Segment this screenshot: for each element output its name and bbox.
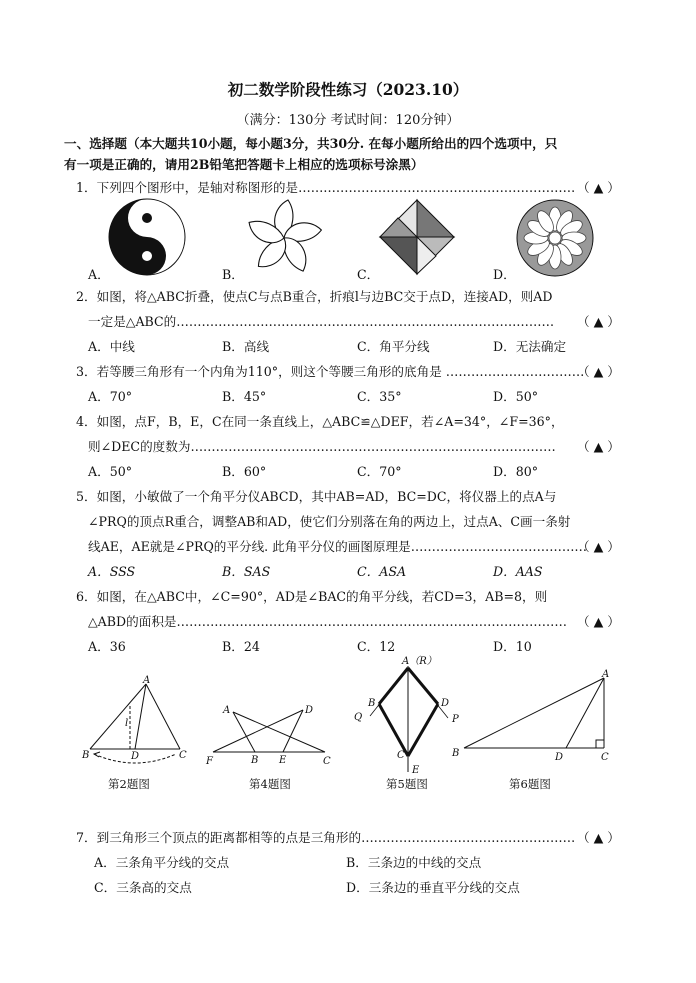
q5-stem-line3: 线AE，AE就是∠PRQ的平分线. 此角平分仪的画图原理是……………………………………	[88, 539, 588, 554]
fig4-label-e: E	[279, 755, 287, 766]
q1-option-b: B．	[222, 267, 244, 282]
q1-option-a: A．	[88, 267, 110, 282]
q2-stem-line1: 2．如图，将△ABC折叠，使点C与点B重合，折痕l与边BC交于点D，连接AD，则AD	[76, 289, 553, 304]
chrysanthemum-icon	[515, 198, 595, 278]
q1-option-d: D．	[493, 267, 516, 282]
q1-answer-mark: （ ▲ ）	[577, 180, 620, 195]
figure-q6	[448, 668, 618, 764]
fig4-caption: 第4题图	[249, 777, 291, 791]
q2-option-d: D．无法确定	[493, 339, 567, 354]
q7-answer-mark: （ ▲ ）	[577, 830, 620, 845]
yin-yang-icon	[108, 198, 186, 276]
q4-option-a: A．50°	[88, 464, 133, 479]
q4-stem-line1: 4．如图，点F，B，E，C在同一条直线上，△ABC≌△DEF，若∠A=34°，∠F=36°，	[76, 414, 564, 429]
q6-option-d: D．10	[493, 639, 532, 654]
paper-windmill-icon	[378, 198, 456, 276]
fig6-label-b: B	[452, 748, 460, 759]
q3-stem: 3．若等腰三角形有一个内角为110°，则这个等腰三角形的底角是 ……………………………	[76, 364, 585, 379]
q7-stem: 7．到三角形三个顶点的距离都相等的点是三角形的……………………………………………	[76, 830, 576, 845]
q6-stem-line2: △ABD的面积是…………………………………………………………………………………	[88, 614, 567, 629]
q4-option-d: D．80°	[493, 464, 539, 479]
q3-option-b: B．45°	[222, 389, 267, 404]
fig4-label-f: F	[206, 756, 213, 767]
fig5-label-d: D	[441, 698, 450, 709]
q3-option-a: A．70°	[88, 389, 133, 404]
fig5-label-q: Q	[354, 712, 363, 723]
fig5-label-a: A（R）	[402, 656, 437, 667]
fig2-label-l: l	[125, 718, 129, 729]
figure-q2	[82, 676, 192, 772]
q6-option-c: C．12	[357, 639, 396, 654]
q7-option-b: B．三条边的中线的交点	[346, 855, 482, 870]
fig5-label-b: B	[368, 698, 376, 709]
fig4-label-c: C	[323, 756, 331, 767]
q6-option-a: A．36	[88, 639, 126, 654]
q5-answer-mark: （ ▲ ）	[577, 539, 620, 554]
fig5-label-e: E	[412, 765, 420, 776]
q3-answer-mark: （ ▲ ）	[577, 364, 620, 379]
fig4-label-b: B	[251, 755, 259, 766]
fig6-label-a: A	[602, 669, 610, 680]
fig4-label-d: D	[305, 705, 314, 716]
q4-option-c: C．70°	[357, 464, 402, 479]
q6-stem-line1: 6．如图，在△ABC中，∠C=90°，AD是∠BAC的角平分线，若CD=3，AB=8，则	[76, 589, 548, 604]
q6-option-b: B．24	[222, 639, 260, 654]
q5-option-b: B．SAS	[222, 564, 271, 579]
fig2-label-c: C	[179, 750, 187, 761]
q1-stem: 1．下列四个图形中，是轴对称图形的是…………………………………………………………	[76, 180, 576, 195]
figure-q5	[348, 654, 458, 774]
q5-option-a: A．SSS	[88, 564, 136, 579]
fig4-label-a: A	[223, 705, 231, 716]
fig6-label-d: D	[555, 752, 564, 763]
q6-answer-mark: （ ▲ ）	[577, 614, 620, 629]
q2-answer-mark: （ ▲ ）	[577, 314, 620, 329]
q2-stem-line2: 一定是△ABC的………………………………………………………………………………	[88, 314, 555, 329]
q2-option-b: B．高线	[222, 339, 270, 354]
q4-option-b: B．60°	[222, 464, 267, 479]
q3-option-c: C．35°	[357, 389, 402, 404]
q5-stem-line1: 5．如图，小敏做了一个角平分仪ABCD，其中AB=AD，BC=DC，将仪器上的点A与	[76, 489, 557, 504]
pinwheel-petal-icon	[244, 198, 324, 278]
q1-option-c: C．	[357, 267, 380, 282]
fig2-label-b: B	[82, 750, 90, 761]
q2-option-c: C．角平分线	[357, 339, 430, 354]
fig6-label-c: C	[601, 752, 609, 763]
figure-q4	[203, 700, 333, 766]
q5-option-d: D．AAS	[493, 564, 543, 579]
page-title: 初二数学阶段性练习（2023.10）	[227, 80, 469, 99]
q4-stem-line2: 则∠DEC的度数为……………………………………………………………………………	[88, 439, 556, 454]
q7-option-a: A．三条角平分线的交点	[94, 855, 230, 870]
q5-stem-line2: ∠PRQ的顶点R重合，调整AB和AD，使它们分别落在角的两边上，过点A、C画一条射	[88, 514, 571, 529]
fig5-caption: 第5题图	[386, 777, 428, 791]
q4-answer-mark: （ ▲ ）	[577, 439, 620, 454]
q2-option-a: A．中线	[88, 339, 135, 354]
fig2-caption: 第2题图	[108, 777, 150, 791]
q7-option-d: D．三条边的垂直平分线的交点	[346, 880, 520, 895]
q3-option-d: D．50°	[493, 389, 539, 404]
q5-option-c: C．ASA	[357, 564, 407, 579]
fig6-caption: 第6题图	[509, 777, 551, 791]
fig2-label-d: D	[131, 751, 140, 762]
exam-info: （满分：130分 考试时间：120分钟）	[236, 113, 460, 128]
fig5-label-p: P	[452, 714, 459, 725]
q7-option-c: C．三条高的交点	[94, 880, 192, 895]
section-heading-line1: 一、选择题（本大题共10小题，每小题3分，共30分. 在每小题所给出的四个选项中，只	[64, 136, 558, 151]
fig2-label-a: A	[143, 675, 151, 686]
section-heading	[64, 133, 644, 175]
fig5-label-c: C	[397, 750, 405, 761]
section-heading-line2: 有一项是正确的，请用2B铅笔把答题卡上相应的选项标号涂黑）	[64, 157, 424, 172]
